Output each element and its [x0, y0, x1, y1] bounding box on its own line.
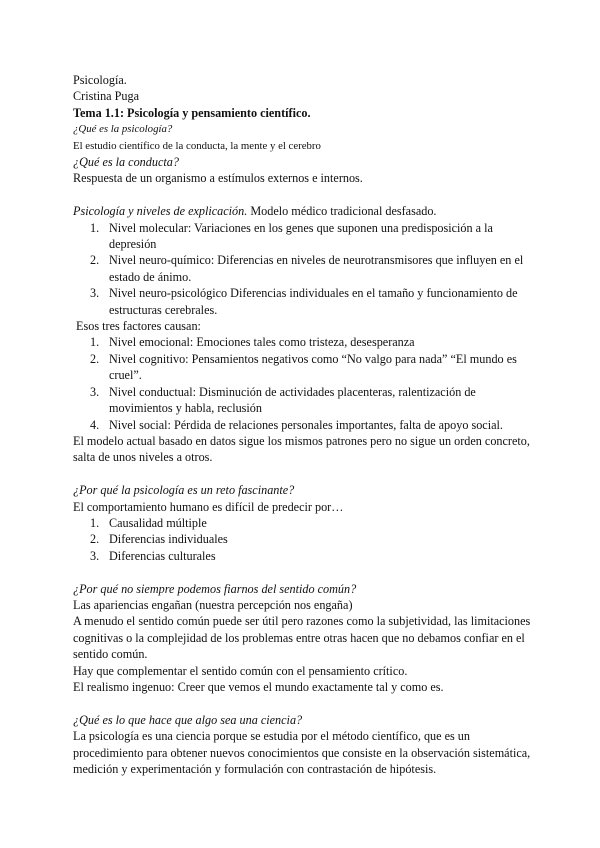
list-text: Nivel cognitivo: Pensamientos negativos como “No valgo para nada” “El mundo es cruel”.	[109, 351, 517, 383]
list-item	[73, 384, 538, 417]
list-number: 1.	[90, 515, 100, 530]
common-sense-p1: Las apariencias engañan (nuestra percepción nos engaña)	[73, 597, 353, 612]
list-number: 2.	[90, 351, 100, 366]
spacer	[73, 187, 538, 203]
list-number: 1.	[90, 335, 100, 350]
list-item	[73, 334, 538, 350]
list-text: Nivel molecular: Variaciones en los genes que suponen una predisposición a la depresión	[109, 220, 493, 252]
answer-psychology: El estudio científico de la conducta, la mente y el cerebro	[73, 139, 321, 152]
psychological-levels-list	[73, 334, 538, 432]
list-text: Nivel neuro-químico: Diferencias en niveles de neurotransmisores que influyen en el estado de ánimo.	[109, 253, 524, 284]
challenge-list	[73, 515, 538, 564]
list-text: Nivel neuro-psicológico Diferencias individuales en el tamaño y funcionamiento de estructuras cerebrales.	[109, 286, 518, 317]
list-number: 3.	[90, 384, 100, 399]
list-item	[73, 252, 538, 285]
list-number: 2.	[90, 253, 100, 268]
spacer	[73, 564, 538, 580]
question-common-sense: ¿Por qué no siempre podemos fiarnos del sentido común?	[73, 581, 357, 596]
list-text: Nivel social: Pérdida de relaciones personales importantes, falta de apoyo social.	[109, 417, 503, 432]
list-item	[73, 548, 538, 564]
list-text: Causalidad múltiple	[109, 515, 207, 530]
subject-line: Psicología.	[73, 73, 127, 87]
question-behavior: ¿Qué es la conducta?	[73, 155, 179, 170]
challenge-intro: El comportamiento humano es difícil de predecir por…	[73, 499, 344, 514]
common-sense-p2: A menudo el sentido común puede ser útil pero razones como la subjetividad, las limitaciones cognitivas o la complejidad de los problemas entre otras hacen que no debamos confiar en el sentido común.	[73, 614, 531, 662]
list-number: 4.	[90, 417, 100, 432]
list-text: Nivel conductual: Disminución de actividades placenteras, ralentización de movimientos y habla, reclusión	[109, 384, 476, 416]
levels-heading-italic: Psicología y niveles de explicación.	[73, 204, 248, 219]
factors-intro: Esos tres factores causan:	[73, 319, 201, 334]
biological-levels-list	[73, 220, 538, 318]
common-sense-p3: Hay que complementar el sentido común con el pensamiento crítico.	[73, 663, 408, 678]
list-item	[73, 531, 538, 547]
question-challenge: ¿Por qué la psicología es un reto fascinante?	[73, 483, 295, 498]
science-p1: La psicología es una ciencia porque se estudia por el método científico, que es un procedimiento para obtener nuevos conocimientos que consiste en la observación sistemática, medición y experimentación y formulación con contrastación de hipótesis.	[73, 729, 531, 776]
document-page	[73, 72, 538, 777]
list-item	[73, 515, 538, 531]
list-text: Nivel emocional: Emociones tales como tristeza, desesperanza	[109, 335, 415, 350]
spacer	[73, 695, 538, 711]
list-text: Diferencias culturales	[109, 548, 216, 563]
model-closing: El modelo actual basado en datos sigue los mismos patrones pero no sigue un orden concreto, salta de unos niveles a otros.	[73, 433, 530, 465]
list-number: 2.	[90, 532, 100, 547]
levels-heading	[73, 203, 538, 219]
question-science: ¿Qué es lo que hace que algo sea una ciencia?	[73, 712, 303, 727]
spacer	[73, 466, 538, 482]
list-item	[73, 285, 538, 318]
list-item	[73, 220, 538, 253]
list-number: 3.	[90, 548, 100, 563]
answer-behavior: Respuesta de un organismo a estímulos externos e internos.	[73, 171, 363, 186]
list-number: 3.	[90, 286, 100, 301]
question-psychology: ¿Qué es la psicología?	[73, 123, 173, 136]
list-item	[73, 417, 538, 433]
levels-heading-rest: Modelo médico tradicional desfasado.	[247, 204, 437, 219]
topic-heading: Tema 1.1: Psicología y pensamiento científico.	[73, 105, 311, 120]
author-line: Cristina Puga	[73, 89, 140, 104]
common-sense-p4: El realismo ingenuo: Creer que vemos el mundo exactamente tal y como es.	[73, 679, 444, 694]
list-text: Diferencias individuales	[109, 532, 228, 547]
list-item	[73, 351, 538, 384]
list-number: 1.	[90, 220, 100, 235]
